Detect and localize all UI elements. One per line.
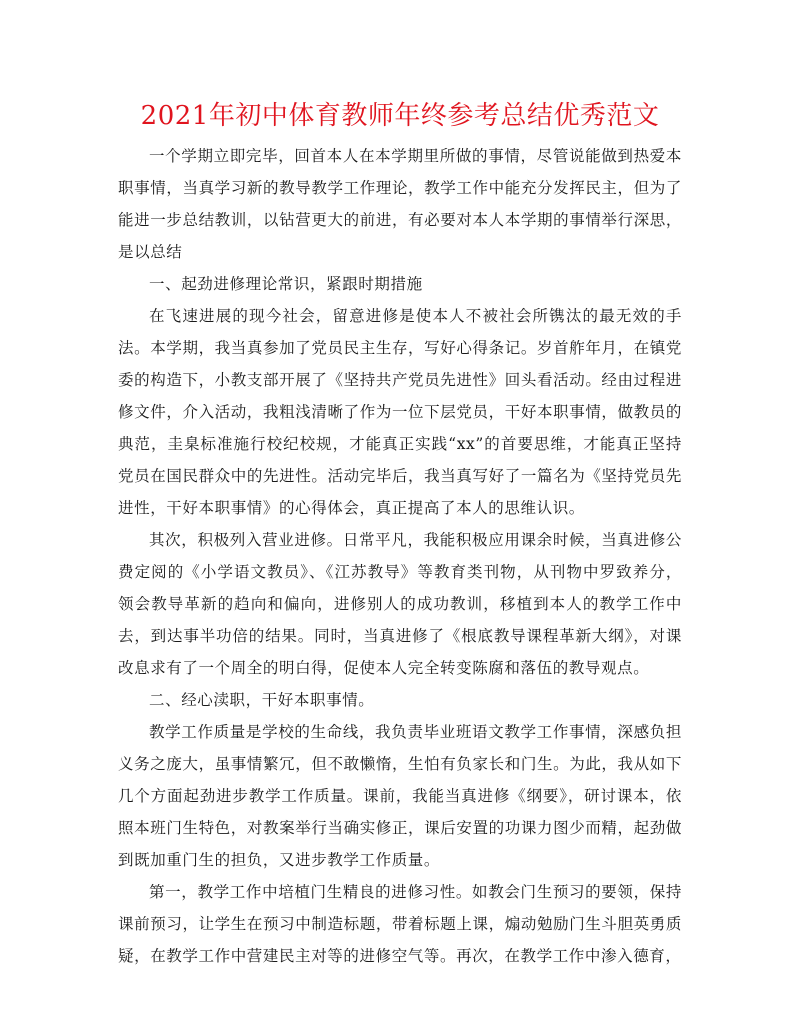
document-title: 2021年初中体育教师年终参考总结优秀范文 [140, 101, 660, 131]
paragraph-habits: 第一，教学工作中培植门生精良的进修习性。如教会门生预习的要领，保持课前预习，让学生在预习中制造标题，带着标题上课，煽动勉励门生斗胆英勇质疑，在教学工作中营建民主对等的进修空气等。再次，在教学工作中渗入德育， [118, 883, 682, 965]
paragraph-study: 在飞速进展的现今社会，留意进修是使本人不被社会所镌汰的最无效的手法。本学期，我当真参加了党员民主生存，写好心得条记。岁首舴年月，在镇党委的构造下，小教支部开展了《坚持共产党员先进性》回头看活动。经由过程进修文件，介入活动，我粗浅清晰了作为一位下层党员，干好本职事情，做教员的典范，圭臬标准施行校纪校规，才能真正实践“xx”的首要思维，才能真正坚持党员在国民群众中的先进性。活动完毕后，我当真写好了一篇名为《坚持党员先进性，干好本职事情》的心得体会，真正提高了本人的思维认识。 [118, 307, 682, 517]
paragraph-business-study: 其次，积极列入营业进修。日常平凡，我能积极应用课余时候，当真进修公费定阅的《小学语文教员》、《江苏教导》等教育类刊物，从刊物中罗致养分，领会教导革新的趋向和偏向，进修别人的成功教训，移植到本人的教学工作中去，到达事半功倍的结果。同时，当真进修了《根底教导课程革新大纲》，对课改息求有了一个周全的明白得，促使本人完全转变陈腐和落伍的教导观点。 [118, 531, 682, 677]
section-heading-2: 二、经心渎职，干好本职事情。 [149, 691, 375, 709]
section-heading-1: 一、起劲进修理论常识，紧跟时期措施 [149, 275, 423, 293]
paragraph-intro: 一个学期立即完毕，回首本人在本学期里所做的事情，尽管说能做到热爱本职事情，当真学习新的教导教学工作理论，教学工作中能充分发挥民主，但为了能进一步总结教训，以钻营更大的前进，有必要对本人本学期的事情举行深思，是以总结 [118, 147, 682, 261]
paragraph-teaching-quality: 教学工作质量是学校的生命线，我负责毕业班语文教学工作事情，深感负担义务之庞大，虽事情繁冗，但不敢懒惰，生怕有负家长和门生。为此，我从如下几个方面起劲进步教学工作质量。课前，我能当真进修《纲要》，研讨课本，依照本班门生特色，对教案举行当确实修正，课后安置的功课力图少而精，起劲做到既加重门生的担负，又进步教学工作质量。 [118, 723, 682, 869]
